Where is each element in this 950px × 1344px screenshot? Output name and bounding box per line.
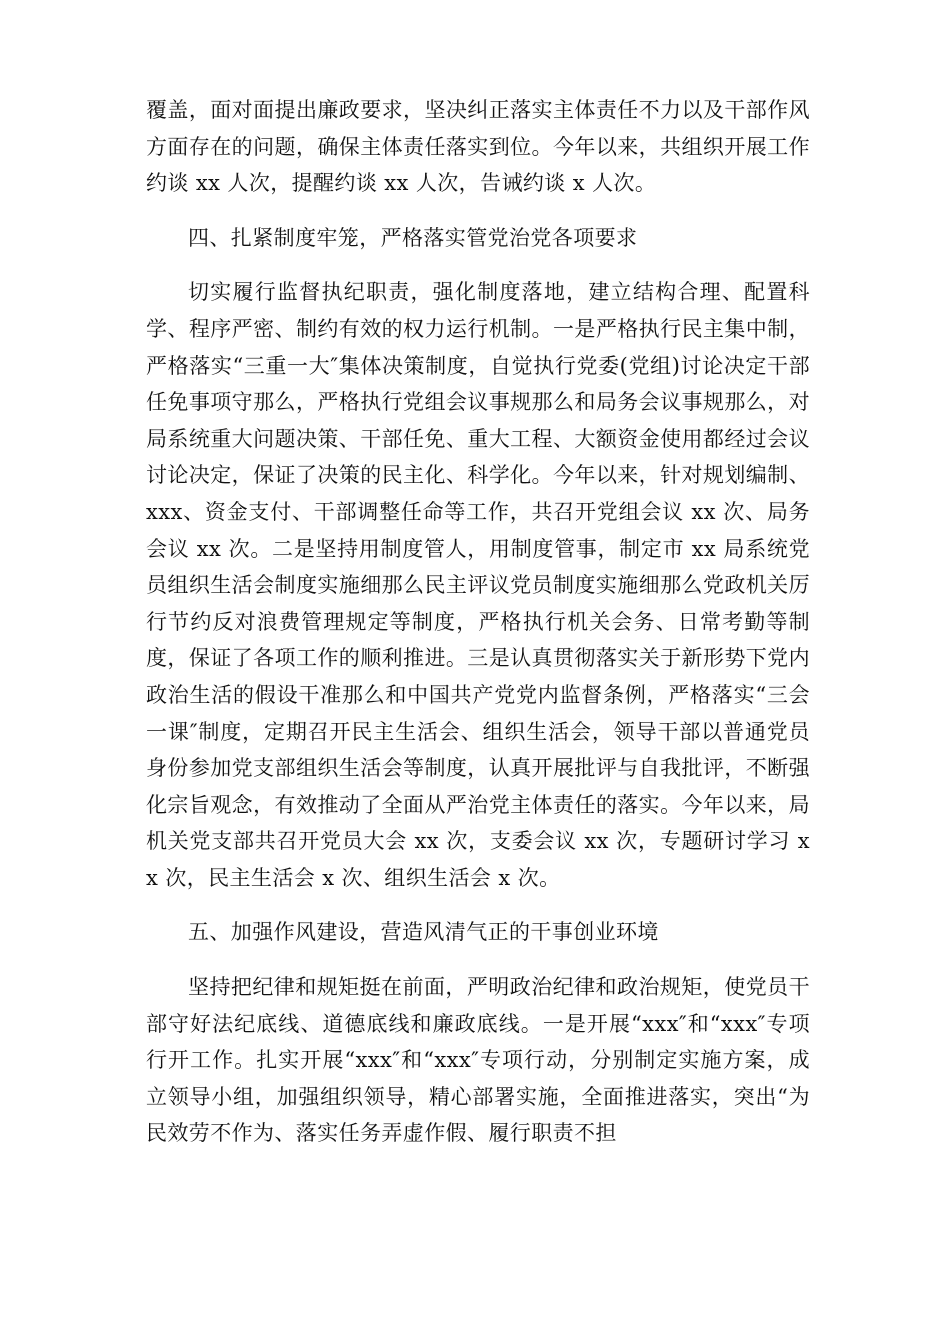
paragraph-continued: 覆盖，面对面提出廉政要求，坚决纠正落实主体责任不力以及干部作风方面存在的问题，确保主体责任落实到位。今年以来，共组织开展工作约谈 xx 人次，提醒约谈 xx 人次，告诫约谈 x 人次。 bbox=[146, 98, 810, 196]
section-heading-4: 四、扎紧制度牢笼，严格落实管党治党各项要求 bbox=[188, 225, 638, 250]
paragraph-section-5: 坚持把纪律和规矩挺在前面，严明政治纪律和政治规矩，使党员干部守好法纪底线、道德底线和廉政底线。一是开展“xxx″和“xxx″专项行开工作。扎实开展“xxx″和“xxx″专项行动，分别制定实施方案，成立领导小组，加强组织领导，精心部署实施，全面推进落实，突出“为民效劳不作为、落实任务弄虚作假、履行职责不担 bbox=[146, 975, 810, 1146]
document-body bbox=[146, 92, 810, 1170]
section-heading-5: 五、加强作风建设，营造风清气正的干事创业环境 bbox=[188, 920, 659, 945]
paragraph-section-4: 切实履行监督执纪职责，强化制度落地，建立结构合理、配置科学、程序严密、制约有效的权力运行机制。一是严格执行民主集中制，严格落实“三重一大″集体决策制度，自觉执行党委(党组)讨论决定干部任免事项守那么，严格执行党组会议事规那么和局务会议事规那么，对局系统重大问题决策、干部任免、重大工程、大额资金使用都经过会议讨论决定，保证了决策的民主化、科学化。今年以来，针对规划编制、xxx、资金支付、干部调整任命等工作，共召开党组会议 xx 次、局务会议 xx 次。二是坚持用制度管人，用制度管事，制定市 xx 局系统党员组织生活会制度实施细那么民主评议党员制度实施细那么党政机关厉行节约反对浪费管理规定等制度，严格执行机关会务、日常考勤等制度，保证了各项工作的顺利推进。三是认真贯彻落实关于新形势下党内政治生活的假设干准那么和中国共产党党内监督条例，严格落实“三会一课″制度，定期召开民主生活会、组织生活会，领导干部以普通党员身份参加党支部组织生活会等制度，认真开展批评与自我批评，不断强化宗旨观念，有效推动了全面从严治党主体责任的落实。今年以来，局机关党支部共召开党员大会 xx 次，支委会议 xx 次，专题研讨学习 xx 次，民主生活会 x 次、组织生活会 x 次。 bbox=[146, 280, 810, 890]
